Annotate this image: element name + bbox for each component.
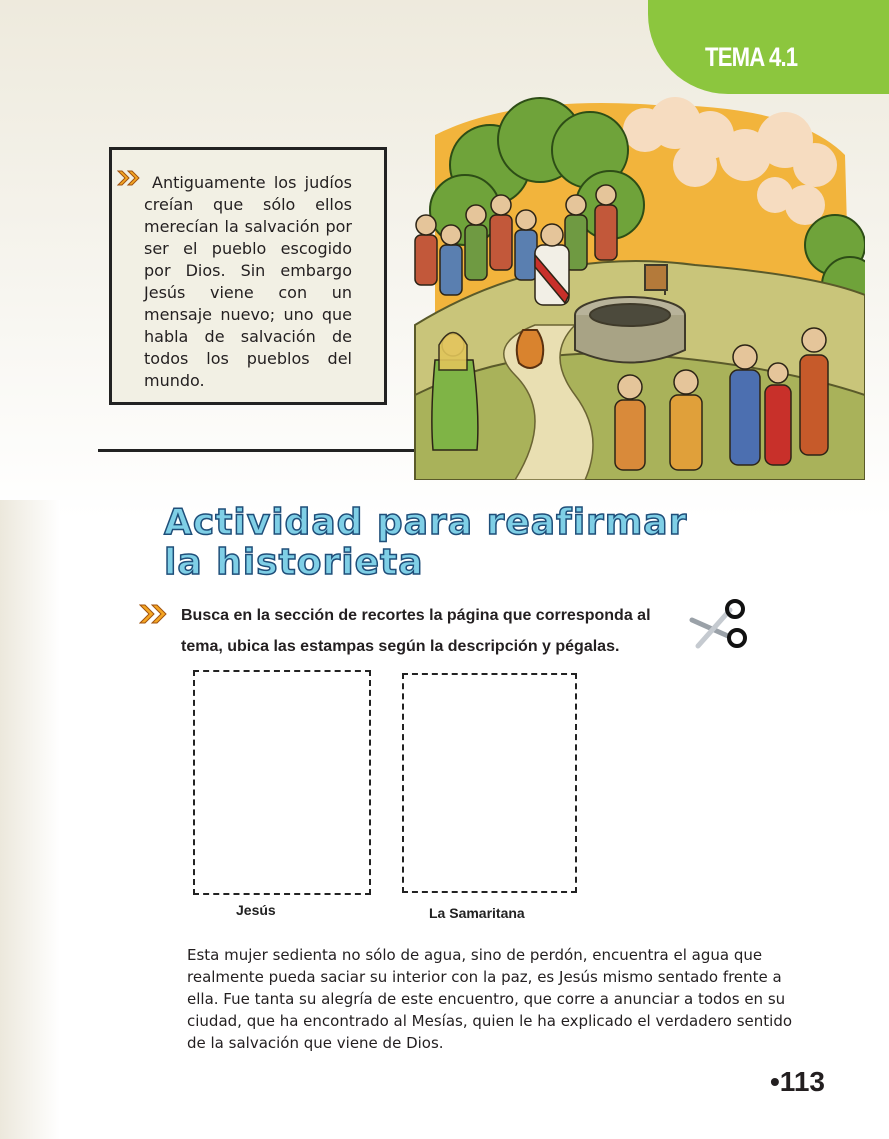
sticker-box-samaritana[interactable]: [402, 673, 577, 893]
page-number: •113: [770, 1066, 825, 1097]
intro-text: Antiguamente los judíos creían que sólo ellos merecían la salvación por ser el pueblo escogido por Dios. Sin embargo Jesús viene con un mensaje nuevo; uno que habla de salvación de todos los pueblos del mundo.: [144, 173, 352, 390]
sticker-label-samaritana: La Samaritana: [429, 905, 525, 921]
well-scene-illustration: [395, 95, 865, 480]
activity-title: [164, 503, 687, 583]
story-text: Esta mujer sedienta no sólo de agua, sino de perdón, encuentra el agua que realmente pueda saciar su interior con la paz, es Jesús mismo sentado frente a ella. Fue tanta su alegría de este encuentro, que corre a anunciar a todos en su ciudad, que ha encontrado al Mesías, quien le ha explicado el verdadero sentido de la salvación que viene de Dios.: [187, 946, 793, 1052]
sticker-label-jesus: Jesús: [236, 902, 276, 918]
intro-box: [109, 147, 387, 405]
scissors-icon: [688, 596, 750, 654]
section-divider: [98, 449, 420, 452]
tema-label: TEMA 4.1: [705, 42, 798, 72]
chevron-right-double-icon: [117, 170, 141, 186]
activity-title-line2: la historieta: [164, 542, 424, 583]
activity-instruction: Busca en la sección de recortes la página que corresponda al tema, ubica las estampas según la descripción y pégalas.: [181, 607, 651, 655]
sticker-box-jesus[interactable]: [193, 670, 371, 895]
activity-title-line1: Actividad para reafirmar: [164, 502, 688, 543]
chevron-right-double-icon: [139, 604, 167, 624]
page-background-edge: [0, 500, 60, 1139]
